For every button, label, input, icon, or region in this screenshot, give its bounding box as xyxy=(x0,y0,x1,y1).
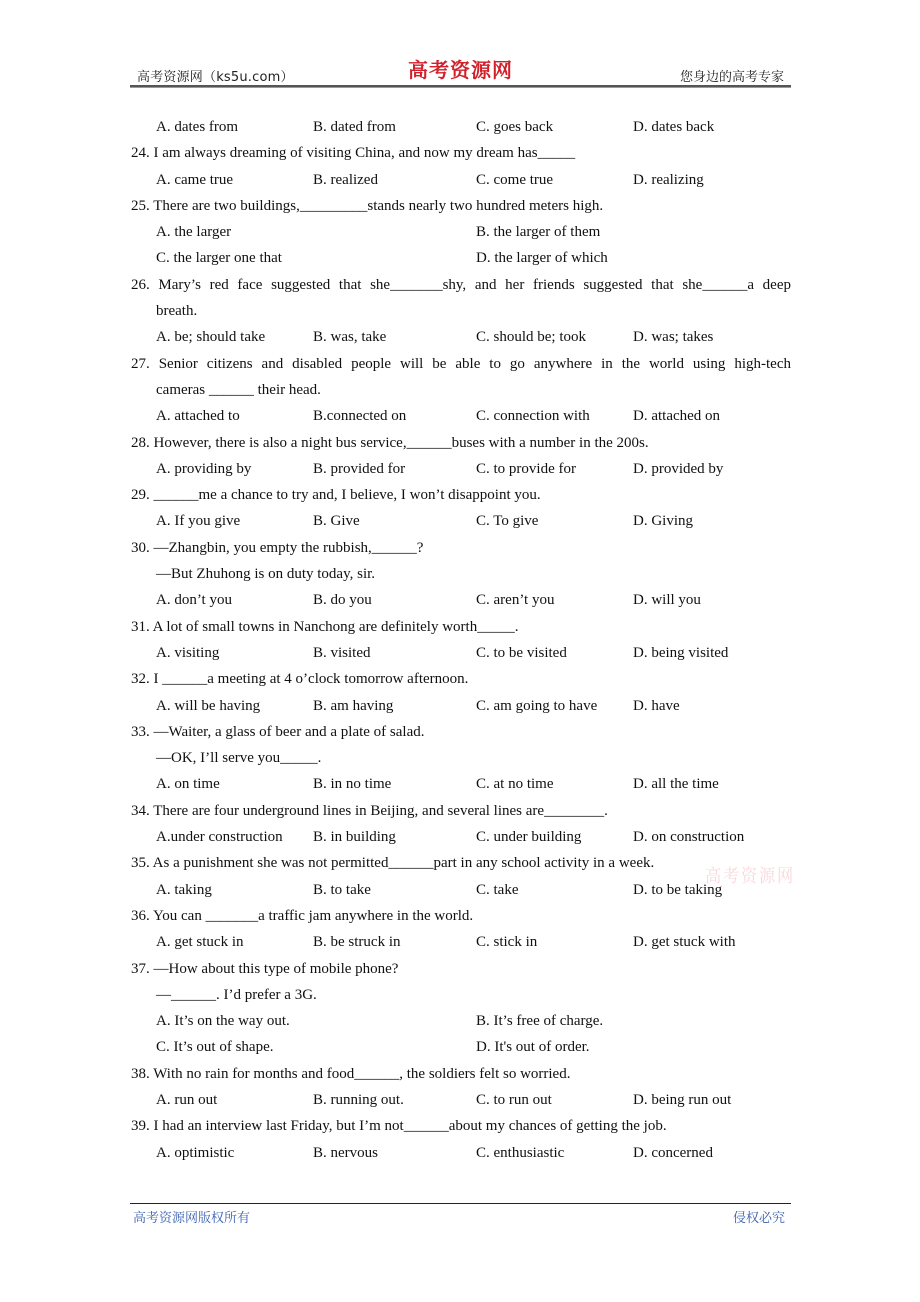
option-d: D. provided by xyxy=(633,460,724,477)
question-25-stem: 25. There are two buildings,_________stands nearly two hundred meters high. xyxy=(131,197,604,214)
question-24-stem: 24. I am always dreaming of visiting China, and now my dream has_____ xyxy=(131,145,576,162)
question-38-stem: 38. With no rain for months and food______, the soldiers felt so worried. xyxy=(131,1065,571,1082)
option-a: A. visiting xyxy=(156,644,220,661)
option-d: D. being run out xyxy=(633,1091,732,1108)
option-d: D. get stuck with xyxy=(633,934,736,951)
question-29-options xyxy=(131,508,791,534)
option-a: A. providing by xyxy=(156,460,252,477)
option-d: D. all the time xyxy=(633,776,719,793)
option-c: C. stick in xyxy=(476,934,538,951)
option-d: D. being visited xyxy=(633,644,729,661)
question-38-options xyxy=(131,1087,791,1113)
question-30-stem-cont: —But Zhuhong is on duty today, sir. xyxy=(156,566,376,583)
option-a: A.under construction xyxy=(156,829,283,846)
footer-divider xyxy=(130,1203,791,1204)
option-b: B. Give xyxy=(313,513,360,530)
question-28-stem: 28. However, there is also a night bus service,______buses with a number in the 200s. xyxy=(131,434,649,451)
option-b: B. dated from xyxy=(313,119,396,135)
option-d: D. will you xyxy=(633,592,701,609)
option-c: C. take xyxy=(476,881,519,898)
question-37-stem-cont: —______. I’d prefer a 3G. xyxy=(156,986,317,1003)
option-d: D. attached on xyxy=(633,408,721,425)
question-37-options-row2 xyxy=(131,1034,791,1060)
header-divider xyxy=(130,85,791,88)
option-c: C. am going to have xyxy=(476,697,598,714)
question-30-stem: 30. —Zhangbin, you empty the rubbish,______? xyxy=(131,539,424,556)
question-36-stem: 36. You can _______a traffic jam anywhere in the world. xyxy=(131,907,474,924)
question-27-stem: 27. Senior citizens and disabled people will be able to go anywhere in the world using high-tech xyxy=(131,355,791,372)
question-34-options xyxy=(131,824,791,850)
option-b: B. nervous xyxy=(313,1144,378,1161)
option-a: A. taking xyxy=(156,881,212,898)
option-c: C. to provide for xyxy=(476,460,576,477)
watermark-logo: 高考资源网 xyxy=(705,866,795,887)
option-a: A. on time xyxy=(156,776,220,793)
option-b: B. the larger of them xyxy=(476,224,601,241)
option-b: B. am having xyxy=(313,697,394,714)
option-b: B. realized xyxy=(313,171,378,188)
option-a: A. If you give xyxy=(156,513,241,530)
option-b: B. provided for xyxy=(313,460,406,477)
question-31-options xyxy=(131,640,791,666)
question-35-stem: 35. As a punishment she was not permitted______part in any school activity in a week. xyxy=(131,855,655,872)
question-35-options xyxy=(131,877,791,903)
question-32-options xyxy=(131,693,791,719)
question-26-stem: 26. Mary’s red face suggested that she_______shy, and her friends suggested that she______a deep xyxy=(131,276,791,293)
question-23-options xyxy=(131,114,791,140)
option-a: A. run out xyxy=(156,1091,218,1108)
option-c: C. to be visited xyxy=(476,644,567,661)
option-d: D. Giving xyxy=(633,513,693,530)
option-b: B. running out. xyxy=(313,1091,404,1108)
question-24-options xyxy=(131,167,791,193)
question-34-stem: 34. There are four underground lines in Beijing, and several lines are________. xyxy=(131,802,608,819)
option-b: B.connected on xyxy=(313,408,407,425)
question-27-stem-cont: cameras ______ their head. xyxy=(156,381,321,398)
option-a: A. be; should take xyxy=(156,329,266,346)
option-c: C. should be; took xyxy=(476,329,587,346)
option-b: B. be struck in xyxy=(313,934,401,951)
question-39-stem: 39. I had an interview last Friday, but I’m not______about my chances of getting the job. xyxy=(131,1118,667,1135)
option-b: B. to take xyxy=(313,881,371,898)
question-28-options xyxy=(131,456,791,482)
option-d: D. realizing xyxy=(633,171,704,188)
question-32-stem: 32. I ______a meeting at 4 o’clock tomorrow afternoon. xyxy=(131,671,469,688)
option-a: A. the larger xyxy=(156,224,232,241)
option-d: D. on construction xyxy=(633,829,745,846)
option-c: C. To give xyxy=(476,513,539,530)
question-30-options xyxy=(131,587,791,613)
option-a: A. don’t you xyxy=(156,592,232,609)
question-37-stem: 37. —How about this type of mobile phone? xyxy=(131,960,399,977)
header-site-name: 高考资源网（ks5u.com） xyxy=(137,70,294,85)
footer-copyright: 高考资源网版权所有 xyxy=(133,1211,251,1226)
option-b: B. in no time xyxy=(313,776,392,793)
option-c: C. the larger one that xyxy=(156,250,282,267)
page-header xyxy=(130,52,790,86)
option-d: D. dates back xyxy=(633,119,715,135)
option-a: A. get stuck in xyxy=(156,934,244,951)
question-37-options-row1 xyxy=(131,1008,791,1034)
option-c: C. at no time xyxy=(476,776,554,793)
header-slogan: 您身边的高考专家 xyxy=(679,70,784,85)
option-d: D. concerned xyxy=(633,1144,713,1161)
question-39-options xyxy=(131,1140,791,1166)
header-logo: 高考资源网 xyxy=(408,58,513,82)
option-a: A. optimistic xyxy=(156,1144,235,1161)
option-c: C. goes back xyxy=(476,119,554,135)
option-d: D. was; takes xyxy=(633,329,714,346)
question-27-options xyxy=(131,403,791,429)
option-b: B. was, take xyxy=(313,329,387,346)
question-33-stem-cont: —OK, I’ll serve you_____. xyxy=(156,750,322,767)
option-c: C. It’s out of shape. xyxy=(156,1039,274,1056)
option-b: B. do you xyxy=(313,592,372,609)
question-29-stem: 29. ______me a chance to try and, I believe, I won’t disappoint you. xyxy=(131,487,541,504)
option-c: C. connection with xyxy=(476,408,590,425)
option-d: D. It's out of order. xyxy=(476,1039,590,1056)
option-b: B. visited xyxy=(313,644,371,661)
question-list xyxy=(131,114,791,1166)
option-d: D. the larger of which xyxy=(476,250,608,267)
option-a: A. attached to xyxy=(156,408,240,425)
option-d: D. to be taking xyxy=(633,881,723,898)
option-a: A. It’s on the way out. xyxy=(156,1013,290,1030)
option-c: C. enthusiastic xyxy=(476,1144,565,1161)
question-33-stem: 33. —Waiter, a glass of beer and a plate of salad. xyxy=(131,723,425,740)
question-25-options-row1 xyxy=(131,219,791,245)
option-b: B. in building xyxy=(313,829,396,846)
question-36-options xyxy=(131,929,791,955)
option-d: D. have xyxy=(633,697,680,714)
question-33-options xyxy=(131,771,791,797)
option-a: A. came true xyxy=(156,171,234,188)
question-31-stem: 31. A lot of small towns in Nanchong are definitely worth_____. xyxy=(131,618,519,635)
question-26-stem-cont: breath. xyxy=(156,303,198,320)
option-b: B. It’s free of charge. xyxy=(476,1013,604,1030)
question-26-options xyxy=(131,324,791,350)
option-c: C. aren’t you xyxy=(476,592,555,609)
option-c: C. to run out xyxy=(476,1091,552,1108)
option-a: A. will be having xyxy=(156,697,261,714)
option-a: A. dates from xyxy=(156,119,239,135)
question-25-options-row2 xyxy=(131,245,791,271)
footer-rights-notice: 侵权必究 xyxy=(732,1211,785,1226)
option-c: C. come true xyxy=(476,171,554,188)
option-c: C. under building xyxy=(476,829,582,846)
